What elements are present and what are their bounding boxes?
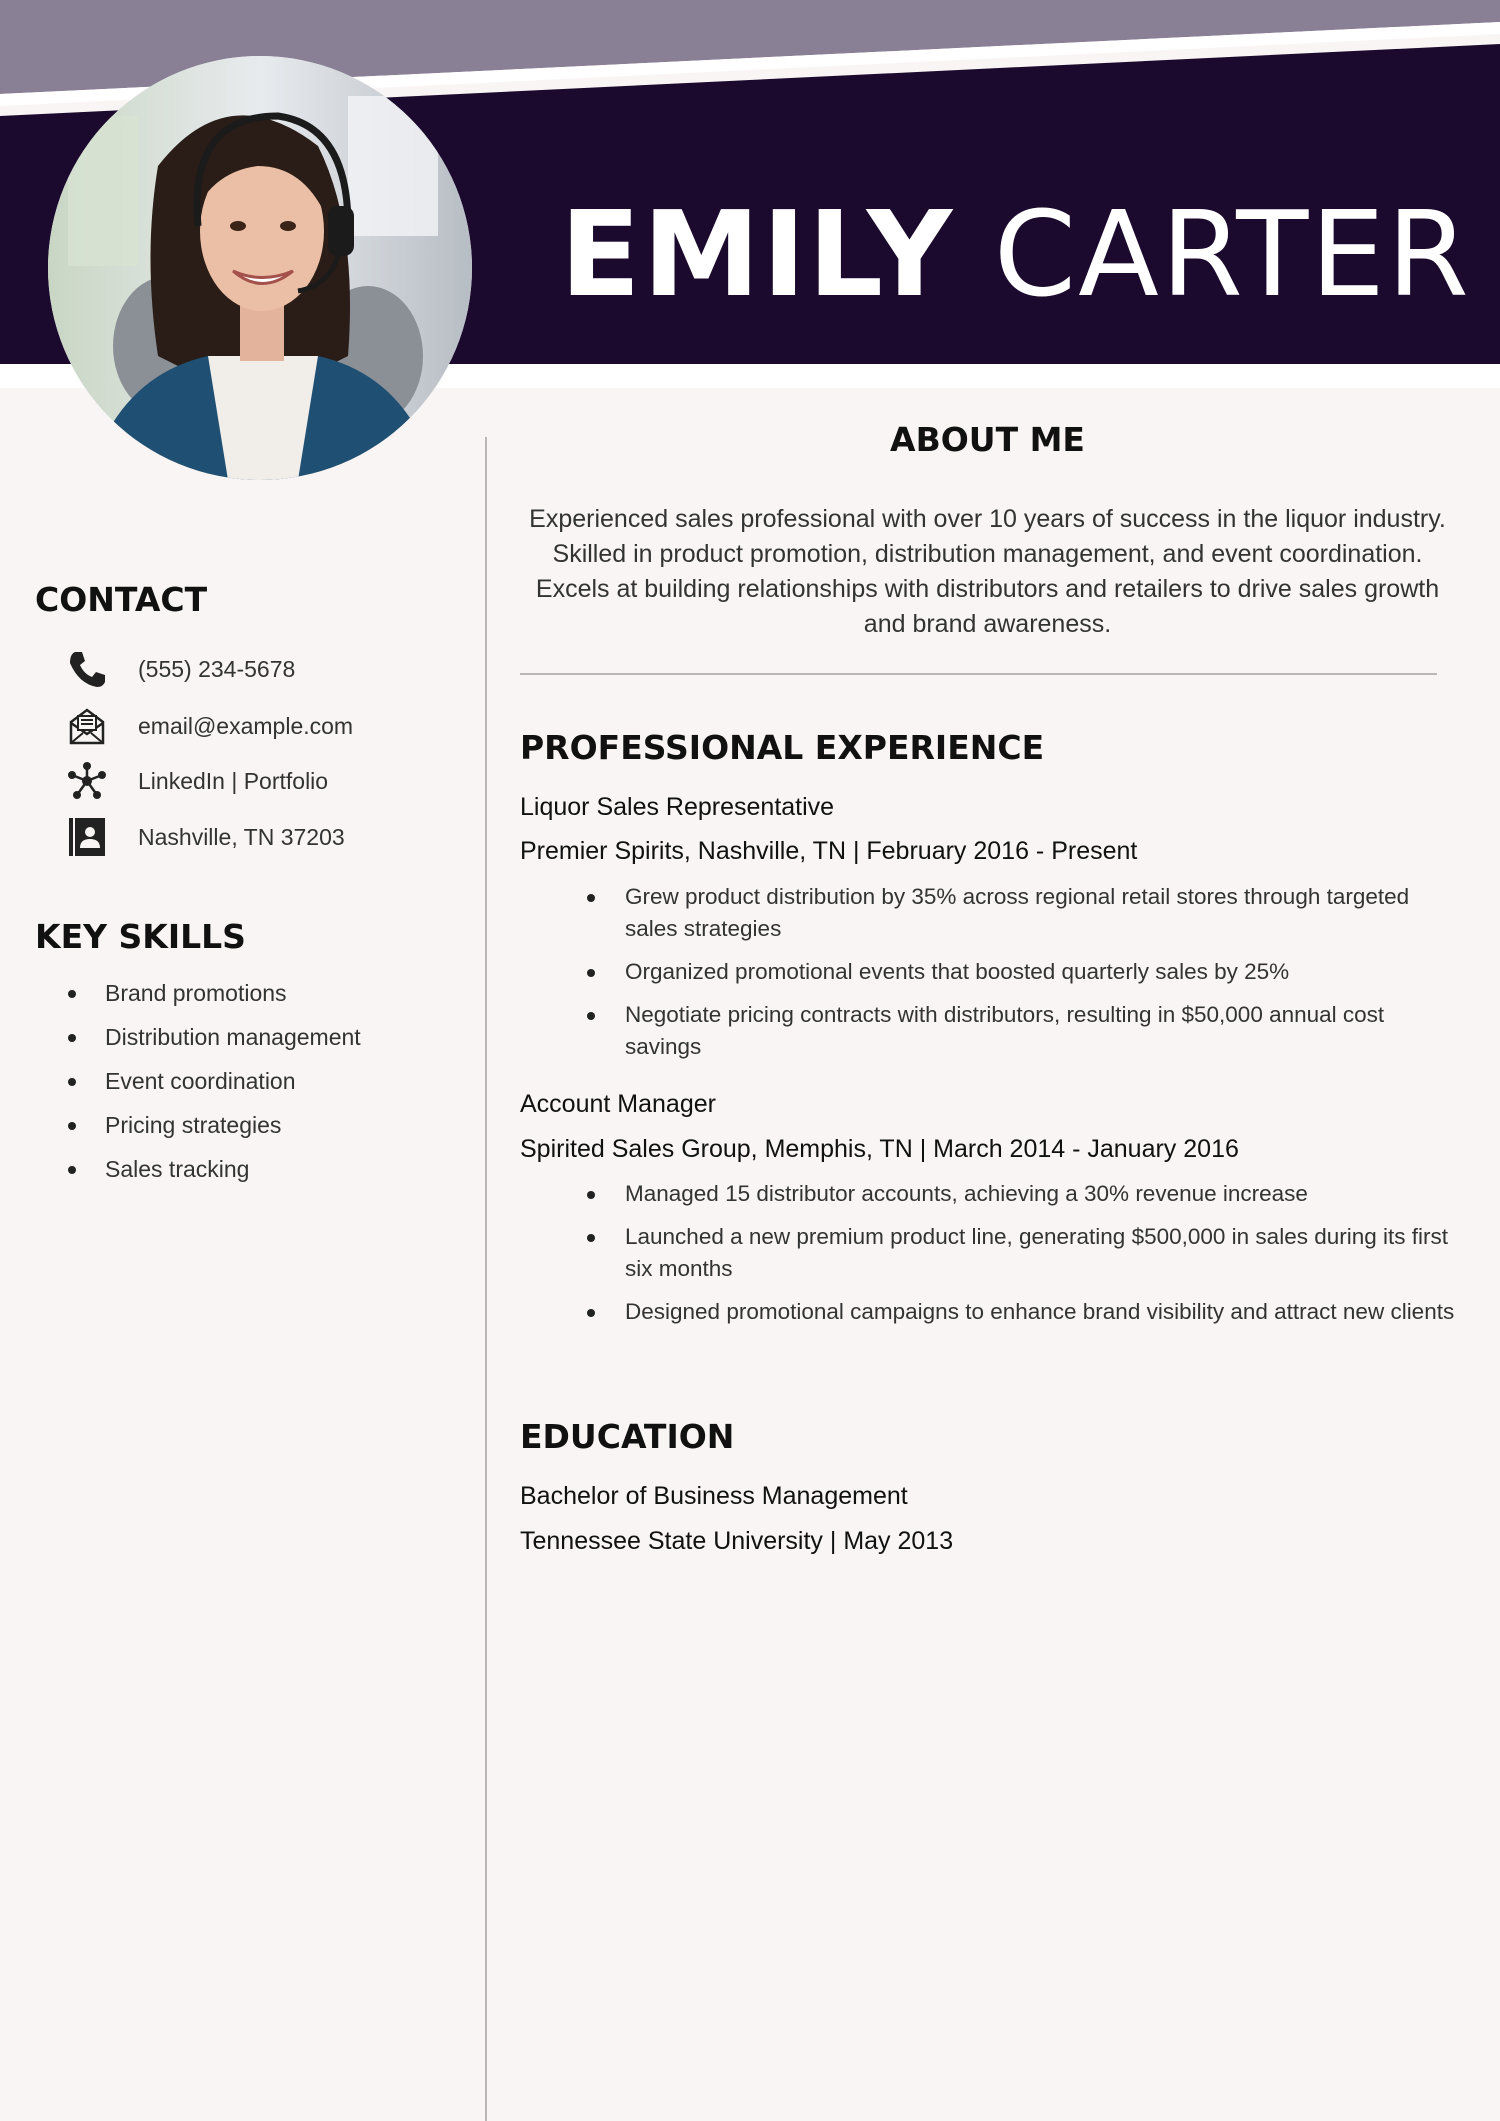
contact-list <box>35 647 455 850</box>
job-bullets <box>520 881 1455 1074</box>
education-school: Tennessee State University | May 2013 <box>520 1527 954 1555</box>
job-title: Account Manager <box>520 1090 716 1118</box>
contact-email[interactable]: email@example.com <box>138 712 354 739</box>
job-title: Liquor Sales Representative <box>520 793 835 821</box>
education-degree: Bachelor of Business Management <box>520 1482 908 1510</box>
address-book-icon <box>65 815 109 859</box>
contact-item-links <box>35 759 329 803</box>
skill-item: Sales tracking <box>35 1147 455 1191</box>
education-title: EDUCATION <box>520 1417 735 1456</box>
contact-links[interactable]: LinkedIn | Portfolio <box>138 767 329 794</box>
job-bullets <box>520 1178 1455 1339</box>
about-divider <box>520 673 1437 675</box>
profile-photo <box>48 56 472 480</box>
skill-item: Brand promotions <box>35 971 455 1015</box>
skill-item: Pricing strategies <box>35 1103 455 1147</box>
contact-item-phone <box>35 647 296 691</box>
first-name: EMILY <box>560 185 955 323</box>
column-divider <box>485 437 487 2121</box>
contact-phone: (555) 234-5678 <box>138 655 296 682</box>
experience-title: PROFESSIONAL EXPERIENCE <box>520 728 1045 767</box>
contact-title: CONTACT <box>35 580 208 619</box>
skills-title: KEY SKILLS <box>35 917 246 956</box>
contact-item-email <box>35 704 354 748</box>
envelope-icon <box>65 704 109 748</box>
network-icon <box>65 759 109 803</box>
skills-list <box>35 971 455 1191</box>
last-name: CARTER <box>993 185 1471 323</box>
about-title: ABOUT ME <box>890 420 1085 459</box>
job-bullet: Launched a new premium product line, generating $500,000 in sales during its first six months <box>520 1221 1455 1285</box>
job-bullet: Designed promotional campaigns to enhance brand visibility and attract new clients <box>520 1296 1455 1328</box>
candidate-name <box>560 185 1471 323</box>
skill-item: Event coordination <box>35 1059 455 1103</box>
skill-item: Distribution management <box>35 1015 455 1059</box>
job-bullet: Grew product distribution by 35% across regional retail stores through targeted sales strategies <box>520 881 1455 945</box>
contact-address: Nashville, TN 37203 <box>138 823 345 850</box>
contact-section <box>35 580 455 619</box>
job-bullet: Managed 15 distributor accounts, achieving a 30% revenue increase <box>520 1178 1455 1210</box>
phone-icon <box>65 647 109 691</box>
job-company: Spirited Sales Group, Memphis, TN | March 2014 - January 2016 <box>520 1135 1239 1163</box>
job-bullet: Organized promotional events that boosted quarterly sales by 25% <box>520 956 1455 988</box>
about-text: Experienced sales professional with over 10 years of success in the liquor industry. Skilled in product promotion, distribution management, and event coordination. Excels at building relationships with distributors and retailers to drive sales growth and brand awareness. <box>529 505 1446 638</box>
job-bullet: Negotiate pricing contracts with distributors, resulting in $50,000 annual cost savings <box>520 999 1455 1063</box>
skills-section <box>35 917 455 956</box>
job-company: Premier Spirits, Nashville, TN | February 2016 - Present <box>520 837 1138 865</box>
contact-item-address <box>35 815 345 859</box>
